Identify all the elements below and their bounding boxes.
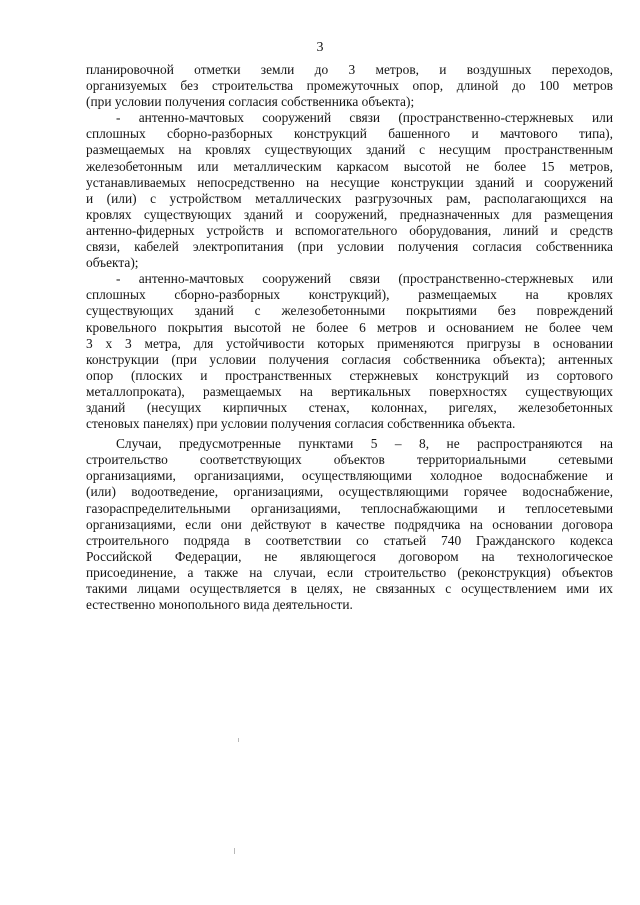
- text-line: присоединение, а также на случаи, если строительство (реконструкция) объектов: [86, 564, 613, 580]
- text-line: кровельного покрытия высотой не более 6 метров и основанием не более чем: [86, 319, 613, 335]
- text-line: металлопроката), размещаемых на вертикальных поверхностях существующих: [86, 383, 613, 399]
- text-line: стеновых панелях) при условии получения согласия собственника объекта.: [86, 416, 516, 432]
- text-line: (или) водоотведение, организациями, осуществляющими горячее водоснабжение,: [86, 484, 613, 500]
- text-line: - антенно-мачтовых сооружений связи (пространственно-стержневых или: [116, 271, 613, 287]
- text-line: сплошных сборно-разборных конструкций башенного и мачтового типа),: [86, 126, 613, 142]
- text-line: газораспределительными организациями, теплоснабжающими и теплосетевыми: [86, 500, 613, 516]
- text-line: организациями, если они действуют в качестве подрядчика на основании договора: [86, 516, 613, 532]
- text-line: антенно-фидерных устройств и вспомогательного оборудования, линий и средств: [86, 222, 613, 238]
- text-line: кровлях существующих зданий и сооружений, предназначенных для размещения: [86, 206, 613, 222]
- text-line: связи, кабелей электропитания (при условии получения согласия собственника: [86, 239, 613, 255]
- document-body: [86, 62, 613, 613]
- text-line: и (или) с устройством металлических разгрузочных рам, располагающихся на: [86, 190, 613, 206]
- paragraph-antenna-roof-15m: [86, 110, 613, 271]
- scan-mark: [234, 848, 235, 854]
- paragraph-continuation: [86, 62, 613, 110]
- scan-mark: [238, 738, 239, 742]
- text-line: организациями, организациями, осуществляющими холодное водоснабжение и: [86, 468, 613, 484]
- text-line: существующих зданий с железобетонными покрытиями без повреждений: [86, 303, 613, 319]
- text-line: строительство соответствующих объектов территориальными сетевыми: [86, 452, 613, 468]
- text-line: 3 х 3 метра, для устойчивости которых применяются пригрузы в основании: [86, 335, 613, 351]
- text-line: размещаемых на кровлях существующих зданий с несущим пространственным: [86, 142, 613, 158]
- text-line: сплошных сборно-разборных конструкций), размещаемых на кровлях: [86, 287, 613, 303]
- text-line: Случаи, предусмотренные пунктами 5 – 8, не распространяются на: [116, 436, 613, 452]
- text-line: Российской Федерации, не являющегося договором на технологическое: [86, 548, 613, 564]
- text-line: зданий (несущих кирпичных стенах, колоннах, ригелях, железобетонных: [86, 399, 613, 415]
- text-line: строительного подряда в соответствии со статьей 740 Гражданского кодекса: [86, 532, 613, 548]
- paragraph-exceptions: [86, 436, 613, 613]
- page-number: 3: [316, 40, 324, 55]
- text-line: организуемых без строительства промежуточных опор, длиной до 100 метров: [86, 78, 613, 94]
- text-line: объекта);: [86, 255, 139, 271]
- text-line: планировочной отметки земли до 3 метров, и воздушных переходов,: [86, 62, 613, 77]
- text-line: устанавливаемых непосредственно на несущие конструкции зданий и сооружений: [86, 174, 613, 190]
- text-line: опор (плоских и пространственных стержневых конструкций из сортового: [86, 367, 613, 383]
- text-line: железобетонным или металлическим каркасом высотой не более 15 метров,: [86, 158, 613, 174]
- text-line: естественно монопольного вида деятельности.: [86, 597, 353, 613]
- text-line: такими лицами осуществляется в целях, не связанных с осуществлением ими их: [86, 581, 613, 596]
- text-line: - антенно-мачтовых сооружений связи (пространственно-стержневых или: [116, 110, 613, 126]
- text-line: конструкции (при условии получения согласия собственника объекта); антенных: [86, 351, 613, 367]
- paragraph-antenna-roof-6m: [86, 271, 613, 432]
- text-line: (при условии получения согласия собственника объекта);: [86, 94, 415, 110]
